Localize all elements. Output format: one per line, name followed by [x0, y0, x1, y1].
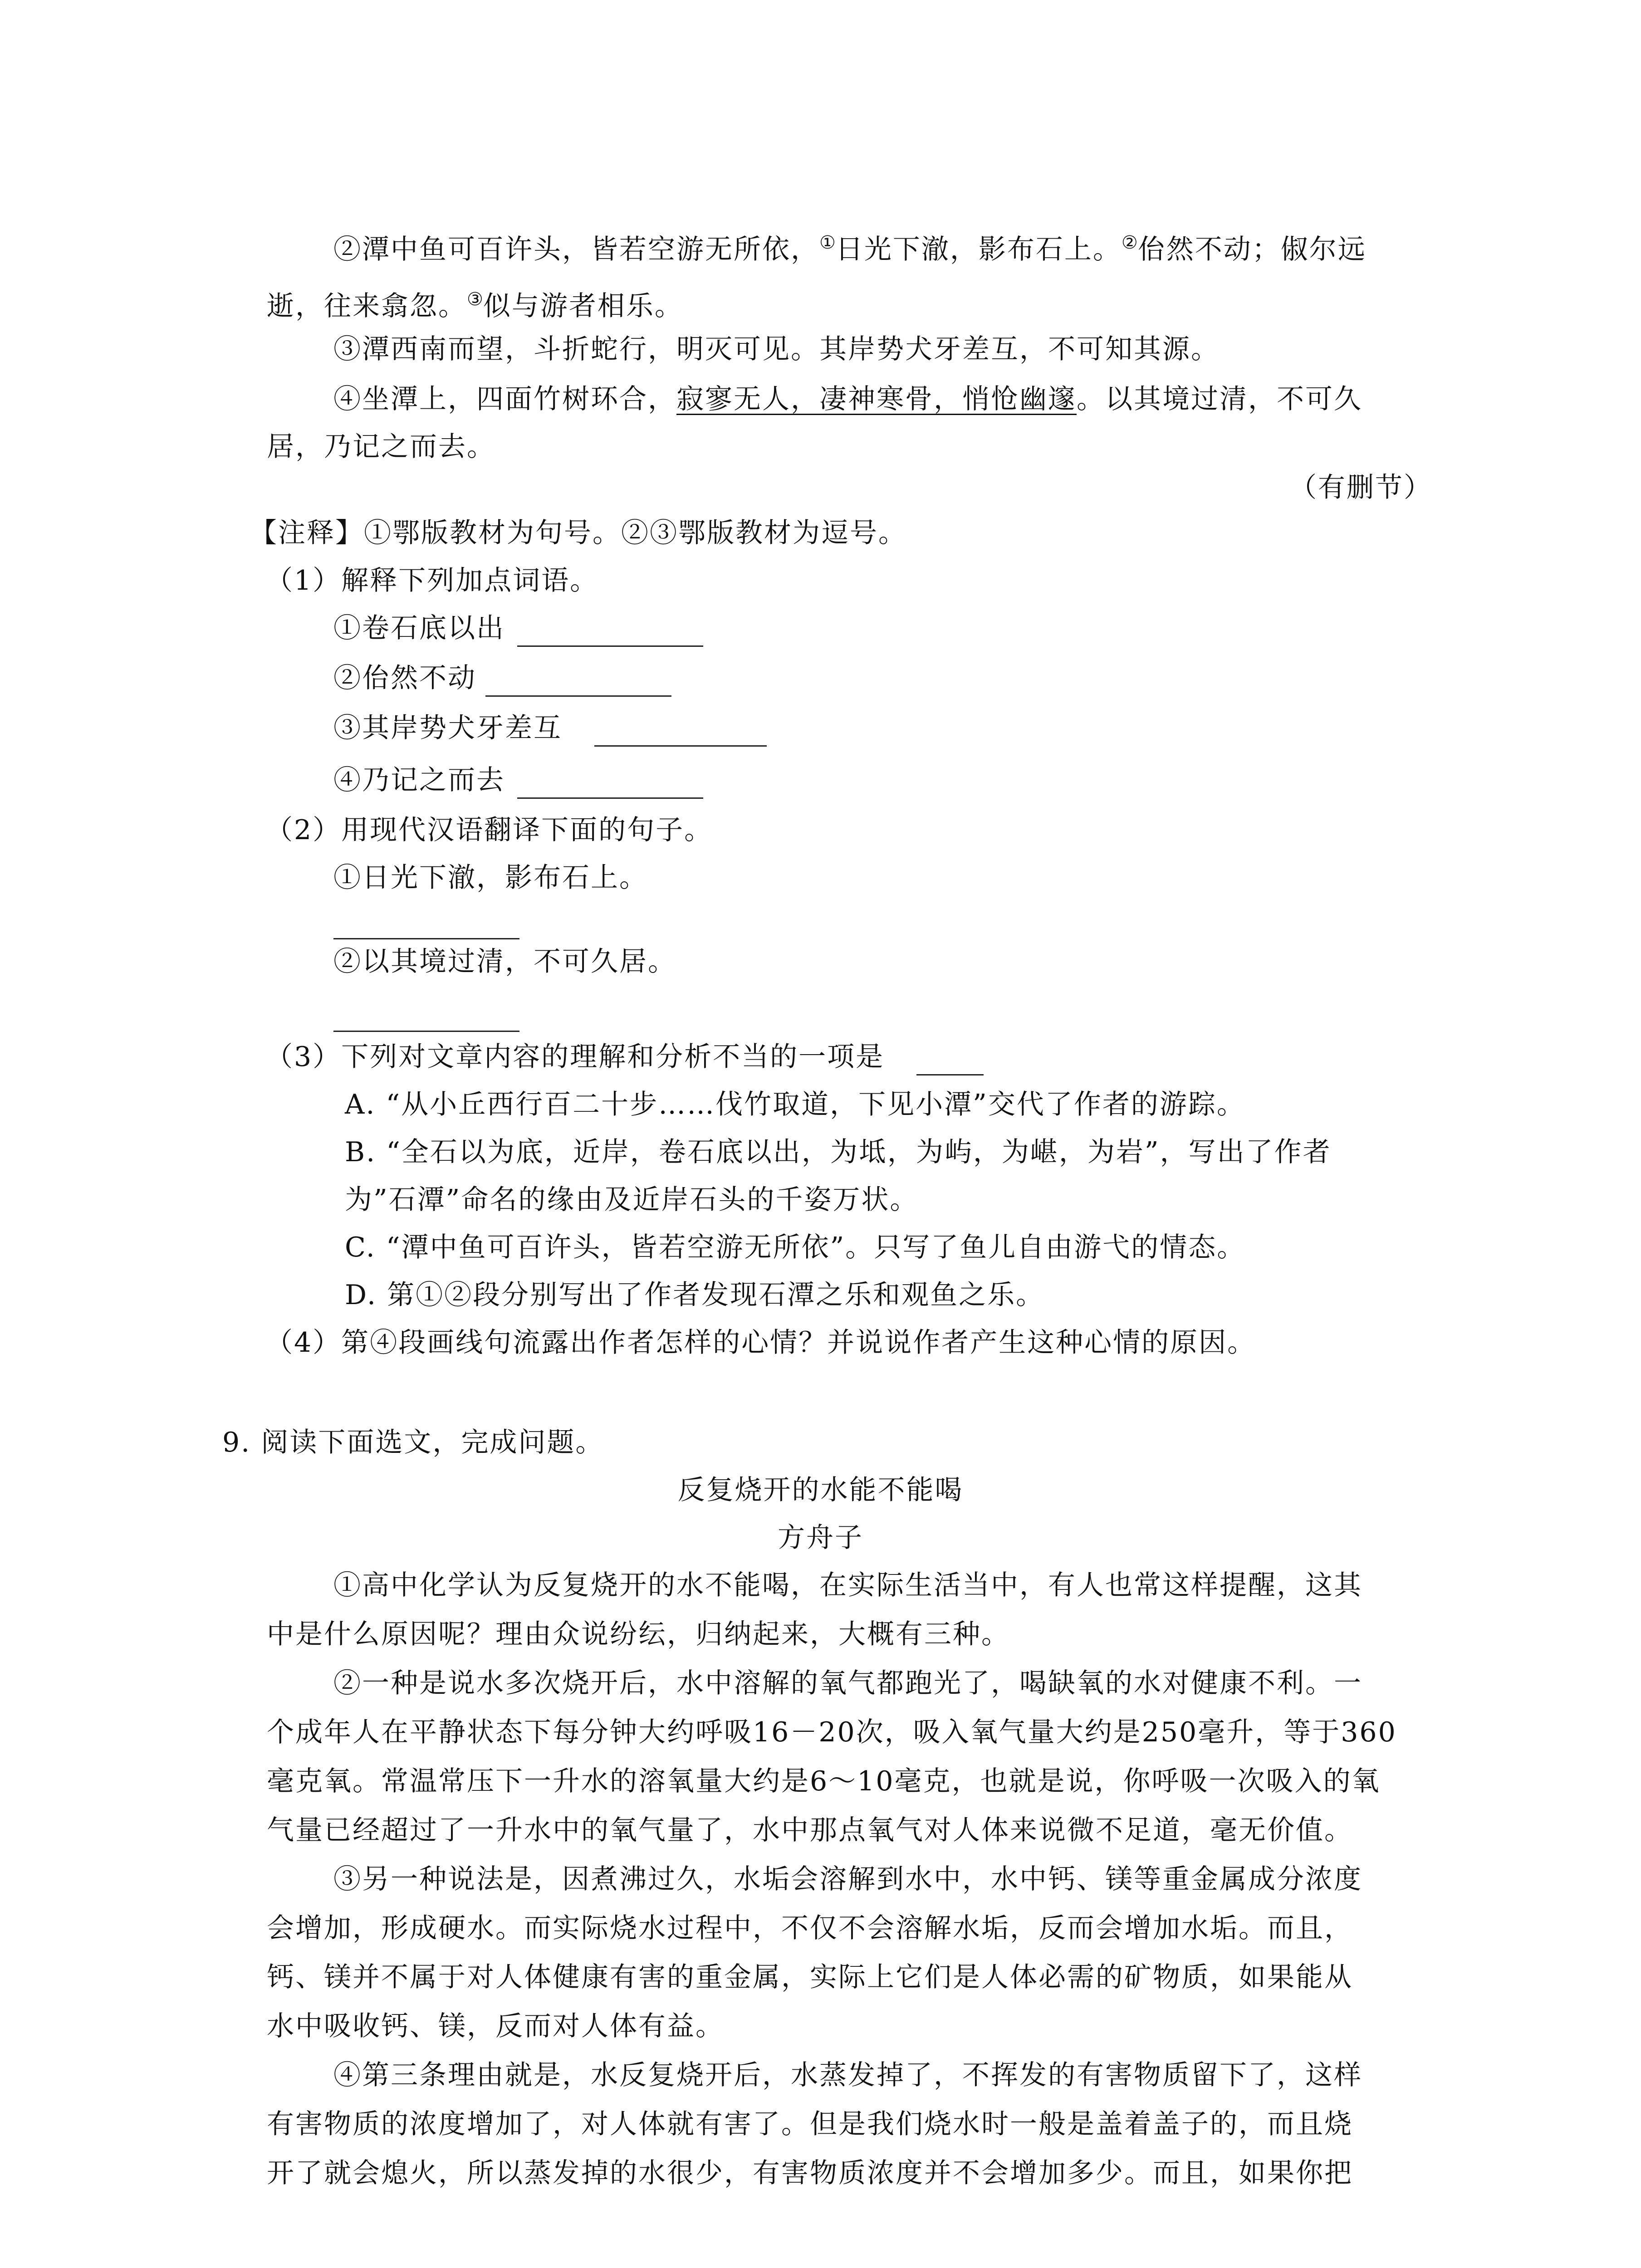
article-title: 反复烧开的水能不能喝	[677, 1474, 964, 1506]
q3-stem: （3）下列对文章内容的理解和分析不当的一项是	[265, 1041, 885, 1073]
article-line: ④第三条理由就是，水反复烧开后，水蒸发掉了，不挥发的有害物质留下了，这样	[333, 2059, 1362, 2091]
annotation: 【注释】①鄂版教材为句号。②③鄂版教材为逗号。	[250, 517, 907, 549]
article-line: 有害物质的浓度增加了，对人体就有害了。但是我们烧水时一般是盖着盖子的，而且烧	[267, 2108, 1353, 2140]
q2-stem: （2）用现代汉语翻译下面的句子。	[265, 814, 713, 846]
answer-blank[interactable]	[333, 938, 519, 939]
article-line: 气量已经超过了一升水中的氧气量了，水中那点氧气对人体来说微不足道，毫无价值。	[267, 1814, 1353, 1846]
q4-stem: （4）第④段画线句流露出作者怎样的心情？并说说作者产生这种心情的原因。	[265, 1327, 1256, 1359]
q3-option-b-line-2: 为”石潭”命名的缘由及近岸石头的千姿万状。	[345, 1184, 919, 1216]
article-author: 方舟子	[778, 1522, 863, 1554]
text-span: 似与游者相乐。	[483, 290, 683, 322]
text-span: 佁然不动；俶尔远	[1137, 234, 1367, 265]
q1-item-4: ④乃记之而去	[333, 764, 505, 796]
article-line: 中是什么原因呢？理由众说纷纭，归纳起来，大概有三种。	[267, 1618, 1010, 1650]
passage-line-5: 居，乃记之而去。	[267, 431, 495, 463]
q1-item-1: ①卷石底以出	[333, 612, 505, 644]
article-line: 钙、镁并不属于对人体健康有害的重金属，实际上它们是人体必需的矿物质，如果能从	[267, 1961, 1353, 1993]
text-span: 日光下澈，影布石上。	[835, 234, 1122, 265]
article-line: 水中吸收钙、镁，反而对人体有益。	[267, 2010, 724, 2042]
answer-blank[interactable]	[333, 1031, 519, 1032]
underlined-sentence: 寂寥无人，凄神寒骨，悄怆幽邃	[676, 383, 1077, 415]
article-line: 会增加，形成硬水。而实际烧水过程中，不仅不会溶解水垢，反而会增加水垢。而且，	[267, 1912, 1353, 1944]
q2-item-2: ②以其境过清，不可久居。	[333, 946, 676, 978]
text-span: ④坐潭上，四面竹树环合，	[333, 383, 676, 415]
q3-option-a: A. “从小丘西行百二十步……伐竹取道，下见小潭”交代了作者的游踪。	[345, 1089, 1245, 1120]
q3-option-d: D. 第①②段分别写出了作者发现石潭之乐和观鱼之乐。	[345, 1279, 1045, 1311]
article-line: 开了就会熄火，所以蒸发掉的水很少，有害物质浓度并不会增加多少。而且，如果你把	[267, 2157, 1353, 2189]
answer-blank[interactable]	[517, 645, 703, 647]
text-span: 。以其境过清，不可久	[1077, 383, 1362, 415]
q9-stem: 9. 阅读下面选文，完成问题。	[222, 1427, 604, 1458]
passage-line-3: ③潭西南而望，斗折蛇行，明灭可见。其岸势犬牙差互，不可知其源。	[333, 333, 1220, 365]
text-span: ②潭中鱼可百许头，皆若空游无所依，	[333, 234, 819, 265]
answer-blank[interactable]	[517, 797, 703, 799]
answer-blank[interactable]	[916, 1074, 984, 1075]
q1-item-2: ②佁然不动	[333, 662, 476, 694]
answer-blank[interactable]	[485, 695, 671, 697]
q1-stem: （1）解释下列加点词语。	[265, 565, 599, 596]
article-line: ①高中化学认为反复烧开的水不能喝，在实际生活当中，有人也常这样提醒，这其	[333, 1569, 1362, 1601]
source-note: （有删节）	[1289, 472, 1432, 503]
q3-option-b-line-1: B. “全石以为底，近岸，卷石底以出，为坻，为屿，为嵁，为岩”，写出了作者	[345, 1136, 1332, 1168]
passage-line-1	[333, 225, 1367, 268]
note-marker: ②	[1121, 232, 1138, 253]
note-marker: ③	[467, 289, 483, 310]
article-line: ③另一种说法是，因煮沸过久，水垢会溶解到水中，水中钙、镁等重金属成分浓度	[333, 1863, 1362, 1895]
text-span: 逝，往来翕忽。	[267, 290, 467, 322]
q1-item-3: ③其岸势犬牙差互	[333, 712, 562, 744]
article-line: ②一种是说水多次烧开后，水中溶解的氧气都跑光了，喝缺氧的水对健康不利。一	[333, 1667, 1362, 1699]
article-line: 个成年人在平静状态下每分钟大约呼吸16－20次，吸入氧气量大约是250毫升，等于360	[267, 1716, 1397, 1748]
note-marker: ①	[819, 232, 836, 253]
answer-blank[interactable]	[594, 745, 767, 747]
q3-option-c: C. “潭中鱼可百许头，皆若空游无所依”。只写了鱼儿自由游弋的情态。	[345, 1232, 1246, 1263]
article-line: 毫克氧。常温常压下一升水的溶氧量大约是6～10毫克，也就是说，你呼吸一次吸入的氧	[267, 1765, 1381, 1797]
passage-line-2	[267, 281, 683, 324]
q2-item-1: ①日光下澈，影布石上。	[333, 862, 648, 894]
passage-line-4	[333, 381, 1362, 417]
